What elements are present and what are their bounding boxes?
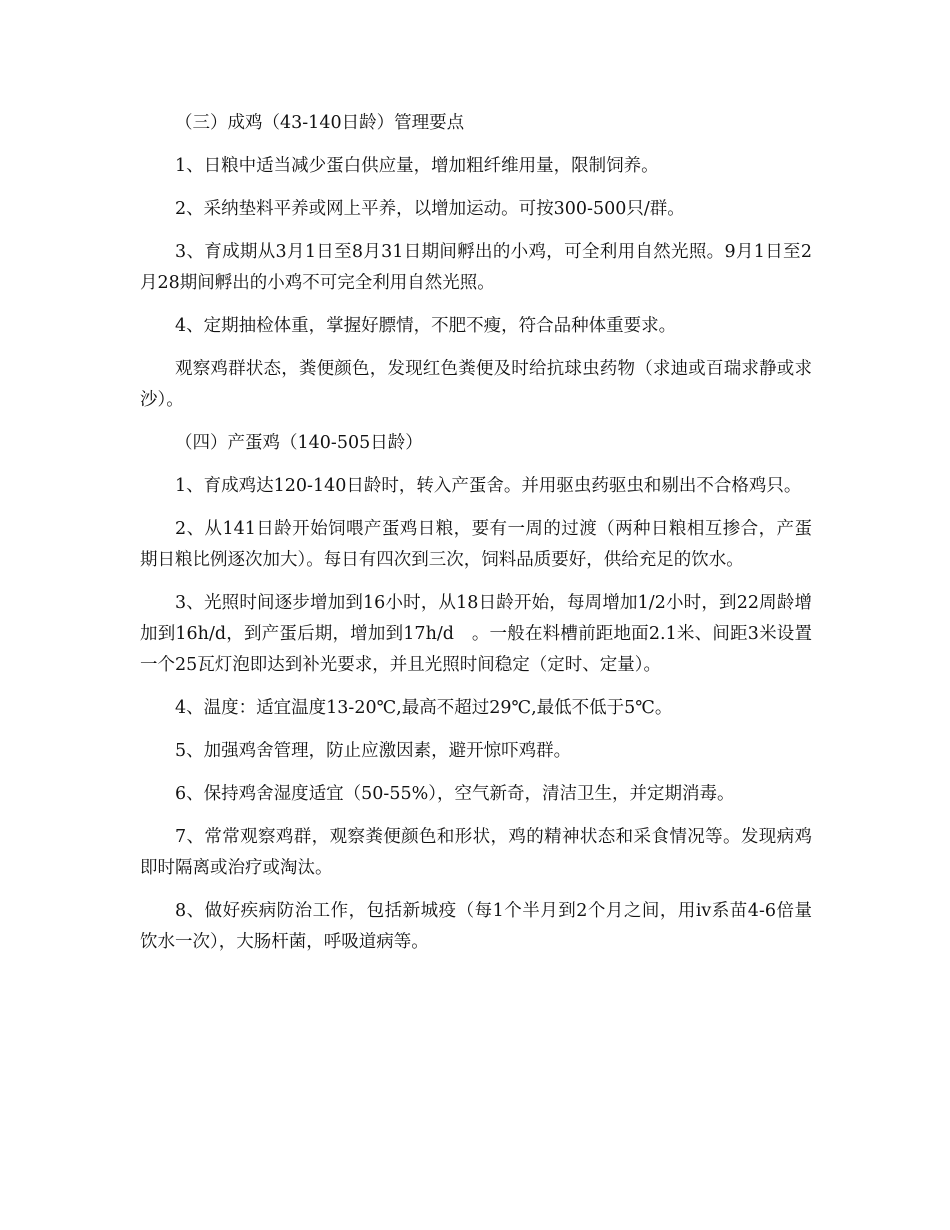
paragraph-6: 1、育成鸡达120-140日龄时，转入产蛋舍。并用驱虫药驱虫和剔出不合格鸡只。 [175, 476, 802, 496]
paragraph-9: 4、温度：适宜温度13-20℃,最高不超过29℃,最低不低于5℃。 [175, 698, 673, 718]
section-heading-laying-hen: （四）产蛋鸡（140-505日龄） [175, 433, 423, 453]
paragraph-10: 5、加强鸡舍管理，防止应激因素，避开惊吓鸡群。 [175, 741, 572, 761]
document-body [140, 108, 812, 970]
paragraph-11: 6、保持鸡舍湿度适宜（50-55%），空气新奇，清洁卫生，并定期消毒。 [175, 784, 735, 804]
paragraph-3: 3、育成期从3月1日至8月31日期间孵出的小鸡，可全利用自然光照。9月1日至2月28期间孵出的小鸡不可完全利用自然光照。 [140, 242, 812, 293]
paragraph-1: 1、日粮中适当减少蛋白供应量，增加粗纤维用量，限制饲养。 [175, 156, 659, 176]
paragraph-7: 2、从141日龄开始饲喂产蛋鸡日粮，要有一周的过渡（两种日粮相互掺合，产蛋期日粮比例逐次加大）。每日有四次到三次，饲料品质要好，供给充足的饮水。 [140, 519, 812, 570]
paragraph-5: 观察鸡群状态，粪便颜色，发现红色粪便及时给抗球虫药物（求迪或百瑞求静或求沙）。 [140, 359, 812, 410]
paragraph-8: 3、光照时间逐步增加到16小时，从18日龄开始，每周增加1/2小时，到22周龄增加到16h/d，到产蛋后期，增加到17h/d 。一般在料槽前距地面2.1米、间距3米设置一个25瓦灯泡即达到补光要求，并且光照时间稳定（定时、定量）。 [140, 593, 812, 675]
paragraph-13: 8、做好疾病防治工作，包括新城疫（每1个半月到2个月之间，用iv系苗4-6倍量饮水一次），大肠杆菌，呼吸道病等。 [140, 901, 812, 952]
section-heading-adult-chicken: （三）成鸡（43-140日龄）管理要点 [175, 113, 465, 133]
paragraph-4: 4、定期抽检体重，掌握好膘情，不肥不瘦，符合品种体重要求。 [175, 316, 677, 336]
paragraph-2: 2、采纳垫料平养或网上平养，以增加运动。可按300-500只/群。 [175, 199, 685, 219]
paragraph-12: 7、常常观察鸡群，观察粪便颜色和形状，鸡的精神状态和采食情况等。发现病鸡即时隔离或治疗或淘汰。 [140, 827, 812, 878]
